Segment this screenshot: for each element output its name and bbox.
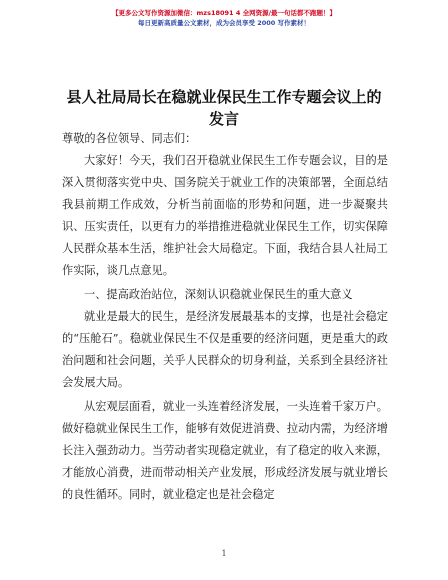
paragraph-text: 大家好！今天，我们召开稳就业保民生工作专题会议，目的是深入贯彻落实党中央、国务院关于就业工作的决策部署，全面总结我县前期工作成效，分析当前面临的形势和问题，进一步凝聚共识、压实责任，以更有力的举措推进稳就业保民生工作，切实保障人民群众基本生活，维护社会大局稳定。下面，我结合县人社局工作实际，谈几点意见。	[62, 154, 388, 277]
document-title: 县人社局局长在稳就业保民生工作专题会议上的发言	[66, 88, 382, 128]
promo-banner-line-2: 每日更新高质量公文素材，成为会员享受 2000 写作素材！	[137, 19, 311, 27]
paragraph-text: 从宏观层面看，就业一头连着经济发展，一头连着千家万户。做好稳就业保民生工作，能够有效促进消费、拉动内需，为经济增长注入强劲动力。当劳动者实现稳定就业，有了稳定的收入来源，才能放心消费，进而带动相关产业发展，形成经济发展与就业增长的良性循环。同时，就业稳定也是社会稳定	[62, 400, 388, 501]
section-heading-text: 一、提高政治站位，深刻认识稳就业保民生的重大意义	[84, 288, 353, 301]
paragraph-significance	[62, 306, 388, 394]
promo-banner	[0, 8, 448, 28]
page-number: 1	[221, 549, 227, 558]
promo-banner-line-1: 【更多公文写作资源加微信：mzs18091 4 全网资源/最一句话都不跑题！】	[112, 9, 336, 17]
paragraph-macro-view	[62, 396, 388, 506]
salutation: 尊敬的各位领导、同志们：	[62, 132, 197, 145]
paragraph-opening	[62, 150, 388, 282]
section-heading	[62, 284, 388, 306]
paragraph-text: 就业是最大的民生，是经济发展最基本的支撑，也是社会稳定的“压舱石”。稳就业保民生不仅是重要的经济问题，更是重大的政治问题和社会问题，关乎人民群众的切身利益，关系到全县经济社会发展大局。	[62, 310, 388, 389]
